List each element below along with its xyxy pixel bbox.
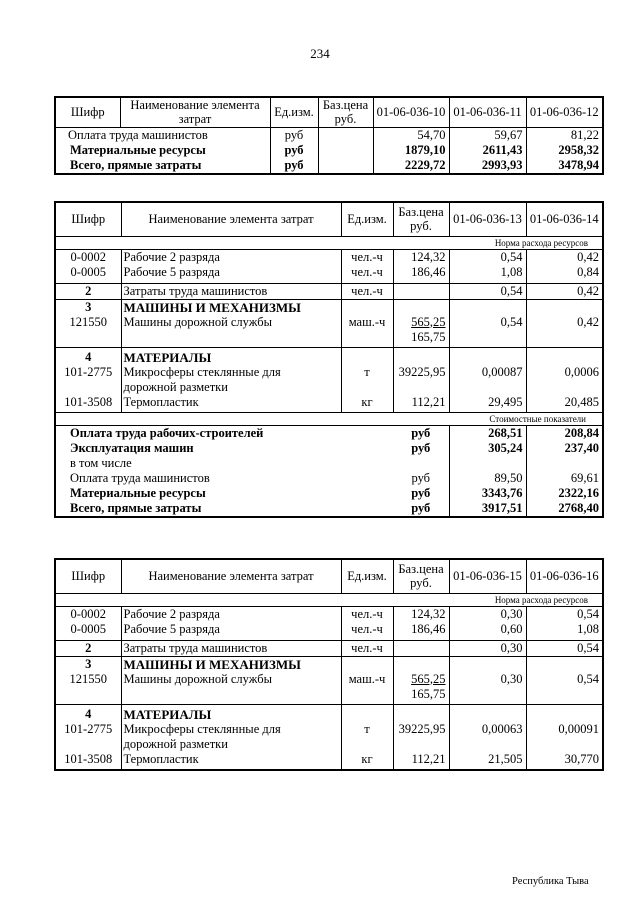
row-value: 0,54 bbox=[526, 606, 603, 622]
summary-value: 268,51 bbox=[449, 425, 526, 441]
page-number: 234 bbox=[310, 46, 330, 61]
summary-value: 305,24 bbox=[449, 441, 526, 456]
table-row bbox=[55, 127, 603, 143]
table-row bbox=[55, 158, 603, 174]
section-code: 3 bbox=[85, 656, 92, 671]
table-row bbox=[55, 672, 603, 705]
row-price bbox=[393, 672, 449, 705]
row-value: 0,42 bbox=[526, 283, 603, 299]
section-row bbox=[55, 299, 603, 315]
summary-value: 3343,76 bbox=[449, 486, 526, 501]
header-name: Наименование элемента затрат bbox=[120, 97, 270, 127]
row-name: Затраты труда машинистов bbox=[121, 640, 341, 656]
row-value: 0,42 bbox=[526, 315, 603, 348]
row-unit: кг bbox=[341, 395, 393, 413]
row-unit: кг bbox=[341, 752, 393, 770]
row-value: 1,08 bbox=[526, 622, 603, 641]
header-code: Шифр bbox=[55, 97, 120, 127]
row-code: 0-0005 bbox=[55, 265, 121, 284]
row-value: 0,54 bbox=[449, 315, 526, 348]
table-row bbox=[55, 752, 603, 770]
row-name: Рабочие 5 разряда bbox=[121, 622, 341, 641]
footer-region: Республика Тыва bbox=[512, 876, 589, 887]
row-value: 0,00087 bbox=[449, 365, 526, 395]
section-code: 4 bbox=[85, 706, 92, 721]
row-value: 2229,72 bbox=[373, 158, 449, 174]
header-code: Шифр bbox=[55, 202, 121, 236]
row-code: 2 bbox=[55, 283, 121, 299]
norm-label: Норма расхода ресурсов bbox=[55, 236, 603, 249]
header-price: Баз.цена руб. bbox=[393, 559, 449, 593]
row-unit: чел.-ч bbox=[341, 265, 393, 284]
row-value: 20,485 bbox=[526, 395, 603, 413]
row-value: 0,30 bbox=[449, 672, 526, 705]
summary-row bbox=[55, 471, 603, 486]
summary-value: 237,40 bbox=[526, 441, 603, 456]
row-name: Рабочие 2 разряда bbox=[121, 606, 341, 622]
summary-row bbox=[55, 501, 603, 517]
norm-label: Норма расхода ресурсов bbox=[55, 593, 603, 606]
row-name-line-1: Микросферы стеклянные для bbox=[123, 721, 281, 736]
summary-value: 208,84 bbox=[526, 425, 603, 441]
header-col-1: 01-06-036-10 bbox=[373, 97, 449, 127]
row-price: 124,32 bbox=[393, 249, 449, 265]
row-value: 0,00091 bbox=[526, 722, 603, 752]
section-row bbox=[55, 347, 603, 365]
section-row bbox=[55, 656, 603, 672]
cost-label-row bbox=[55, 412, 603, 425]
norm-label-row bbox=[55, 593, 603, 606]
row-unit: руб bbox=[270, 158, 318, 174]
row-value: 0,54 bbox=[526, 672, 603, 705]
row-value: 30,770 bbox=[526, 752, 603, 770]
row-unit: чел.-ч bbox=[341, 249, 393, 265]
row-name-line-2: дорожной разметки bbox=[123, 379, 228, 394]
table-row bbox=[55, 622, 603, 641]
row-price: 186,46 bbox=[393, 622, 449, 641]
summary-name: Материальные ресурсы bbox=[70, 485, 206, 500]
section-code: 3 bbox=[85, 299, 92, 314]
table-row bbox=[55, 606, 603, 622]
header-col-2: 01-06-036-16 bbox=[526, 559, 603, 593]
row-price bbox=[393, 315, 449, 348]
table-row bbox=[55, 143, 603, 158]
row-code: 0-0002 bbox=[70, 606, 106, 621]
row-unit: чел.-ч bbox=[341, 622, 393, 641]
header-unit: Ед.изм. bbox=[341, 559, 393, 593]
row-value: 0,84 bbox=[526, 265, 603, 284]
summary-name: в том числе bbox=[70, 455, 132, 470]
row-code: 0-0005 bbox=[55, 622, 121, 641]
row-name: Материальные ресурсы bbox=[70, 142, 206, 157]
row-value: 0,54 bbox=[449, 249, 526, 265]
summary-unit: руб bbox=[411, 500, 431, 515]
row-name: Машины дорожной службы bbox=[121, 315, 341, 348]
summary-name: Эксплуатация машин bbox=[70, 440, 194, 455]
header-col-1: 01-06-036-15 bbox=[449, 559, 526, 593]
row-code: 0-0002 bbox=[70, 249, 106, 264]
header-row bbox=[55, 202, 603, 236]
header-price: Баз.цена руб. bbox=[393, 202, 449, 236]
row-price: 112,21 bbox=[393, 752, 449, 770]
table-row bbox=[55, 265, 603, 284]
row-value: 54,70 bbox=[373, 127, 449, 143]
price-value: 565,25 bbox=[411, 314, 446, 329]
row-code: 101-3508 bbox=[64, 751, 113, 766]
row-unit: маш.-ч bbox=[341, 672, 393, 705]
row-name bbox=[121, 722, 341, 752]
section-title: МАТЕРИАЛЫ bbox=[121, 347, 341, 365]
summary-value: 69,61 bbox=[526, 471, 603, 486]
row-unit: руб bbox=[270, 143, 318, 158]
row-value: 0,30 bbox=[449, 640, 526, 656]
summary-unit: руб bbox=[411, 425, 431, 440]
row-value: 3478,94 bbox=[526, 158, 603, 174]
norm-label-row bbox=[55, 236, 603, 249]
header-col-3: 01-06-036-12 bbox=[526, 97, 603, 127]
table-row bbox=[55, 283, 603, 299]
row-name: Оплата труда машинистов bbox=[68, 127, 208, 142]
summary-name: Оплата труда рабочих-строителей bbox=[70, 425, 264, 440]
cost-table-1 bbox=[54, 96, 604, 175]
row-unit: чел.-ч bbox=[341, 283, 393, 299]
row-code: 2 bbox=[55, 640, 121, 656]
summary-value: 89,50 bbox=[449, 471, 526, 486]
header-col-2: 01-06-036-14 bbox=[526, 202, 603, 236]
row-name bbox=[121, 365, 341, 395]
row-name: Машины дорожной службы bbox=[121, 672, 341, 705]
header-row bbox=[55, 559, 603, 593]
row-unit: маш.-ч bbox=[341, 315, 393, 348]
row-name: Термопластик bbox=[121, 752, 341, 770]
row-price: 124,32 bbox=[393, 606, 449, 622]
header-name: Наименование элемента затрат bbox=[121, 559, 341, 593]
summary-unit: руб bbox=[411, 485, 431, 500]
resource-table-2 bbox=[54, 201, 604, 518]
table-row bbox=[55, 640, 603, 656]
table-row bbox=[55, 722, 603, 752]
summary-name: Всего, прямые затраты bbox=[70, 500, 202, 515]
row-value: 0,42 bbox=[526, 249, 603, 265]
summary-row bbox=[55, 486, 603, 501]
row-price: 112,21 bbox=[393, 395, 449, 413]
row-name-line-2: дорожной разметки bbox=[123, 736, 228, 751]
summary-unit: руб bbox=[411, 440, 431, 455]
row-price: 39225,95 bbox=[393, 722, 449, 752]
header-unit: Ед.изм. bbox=[341, 202, 393, 236]
header-col-2: 01-06-036-11 bbox=[449, 97, 526, 127]
resource-table-3 bbox=[54, 558, 604, 771]
row-unit: т bbox=[341, 722, 393, 752]
summary-value: 2768,40 bbox=[526, 501, 603, 517]
summary-value: 2322,16 bbox=[526, 486, 603, 501]
section-title: МАШИНЫ И МЕХАНИЗМЫ bbox=[121, 656, 341, 672]
header-code: Шифр bbox=[55, 559, 121, 593]
section-title: МАТЕРИАЛЫ bbox=[121, 704, 341, 722]
row-price: 39225,95 bbox=[393, 365, 449, 395]
table-row bbox=[55, 365, 603, 395]
row-name: Рабочие 5 разряда bbox=[121, 265, 341, 284]
row-value: 29,495 bbox=[449, 395, 526, 413]
row-code: 101-2775 bbox=[64, 721, 113, 736]
row-value: 1879,10 bbox=[373, 143, 449, 158]
row-unit: чел.-ч bbox=[341, 606, 393, 622]
row-value: 0,54 bbox=[526, 640, 603, 656]
row-name: Всего, прямые затраты bbox=[70, 157, 202, 172]
row-value: 1,08 bbox=[449, 265, 526, 284]
header-unit: Ед.изм. bbox=[270, 97, 318, 127]
section-code: 4 bbox=[85, 349, 92, 364]
row-value: 2958,32 bbox=[526, 143, 603, 158]
row-code: 121550 bbox=[55, 672, 121, 705]
summary-value: 3917,51 bbox=[449, 501, 526, 517]
row-value: 0,54 bbox=[449, 283, 526, 299]
row-value: 2993,93 bbox=[449, 158, 526, 174]
row-code: 101-2775 bbox=[64, 364, 113, 379]
row-value: 0,60 bbox=[449, 622, 526, 641]
table-row bbox=[55, 249, 603, 265]
header-price: Баз.цена руб. bbox=[318, 97, 373, 127]
row-code: 101-3508 bbox=[55, 395, 121, 413]
row-value: 59,67 bbox=[449, 127, 526, 143]
row-name: Затраты труда машинистов bbox=[121, 283, 341, 299]
price-value: 565,25 bbox=[411, 671, 446, 686]
summary-row bbox=[55, 441, 603, 456]
row-value: 2611,43 bbox=[449, 143, 526, 158]
summary-row bbox=[55, 425, 603, 441]
header-row bbox=[55, 97, 603, 127]
summary-unit: руб bbox=[411, 470, 431, 485]
row-name: Рабочие 2 разряда bbox=[121, 249, 341, 265]
row-unit: чел.-ч bbox=[341, 640, 393, 656]
row-value: 0,0006 bbox=[526, 365, 603, 395]
row-value: 0,00063 bbox=[449, 722, 526, 752]
row-name-line-1: Микросферы стеклянные для bbox=[123, 364, 281, 379]
section-row bbox=[55, 704, 603, 722]
price-value-secondary: 165,75 bbox=[411, 329, 446, 344]
table-row bbox=[55, 315, 603, 348]
cost-label: Стоимостные показатели bbox=[55, 412, 603, 425]
row-price: 186,46 bbox=[393, 265, 449, 284]
section-title: МАШИНЫ И МЕХАНИЗМЫ bbox=[121, 299, 341, 315]
row-name: Термопластик bbox=[121, 395, 341, 413]
header-col-1: 01-06-036-13 bbox=[449, 202, 526, 236]
row-unit: руб bbox=[270, 127, 318, 143]
row-value: 81,22 bbox=[526, 127, 603, 143]
summary-name: Оплата труда машинистов bbox=[70, 470, 210, 485]
row-value: 21,505 bbox=[449, 752, 526, 770]
header-name: Наименование элемента затрат bbox=[121, 202, 341, 236]
row-code: 121550 bbox=[55, 315, 121, 348]
table-row bbox=[55, 395, 603, 413]
row-value: 0,30 bbox=[449, 606, 526, 622]
row-unit: т bbox=[341, 365, 393, 395]
price-value-secondary: 165,75 bbox=[411, 686, 446, 701]
summary-row bbox=[55, 456, 603, 471]
